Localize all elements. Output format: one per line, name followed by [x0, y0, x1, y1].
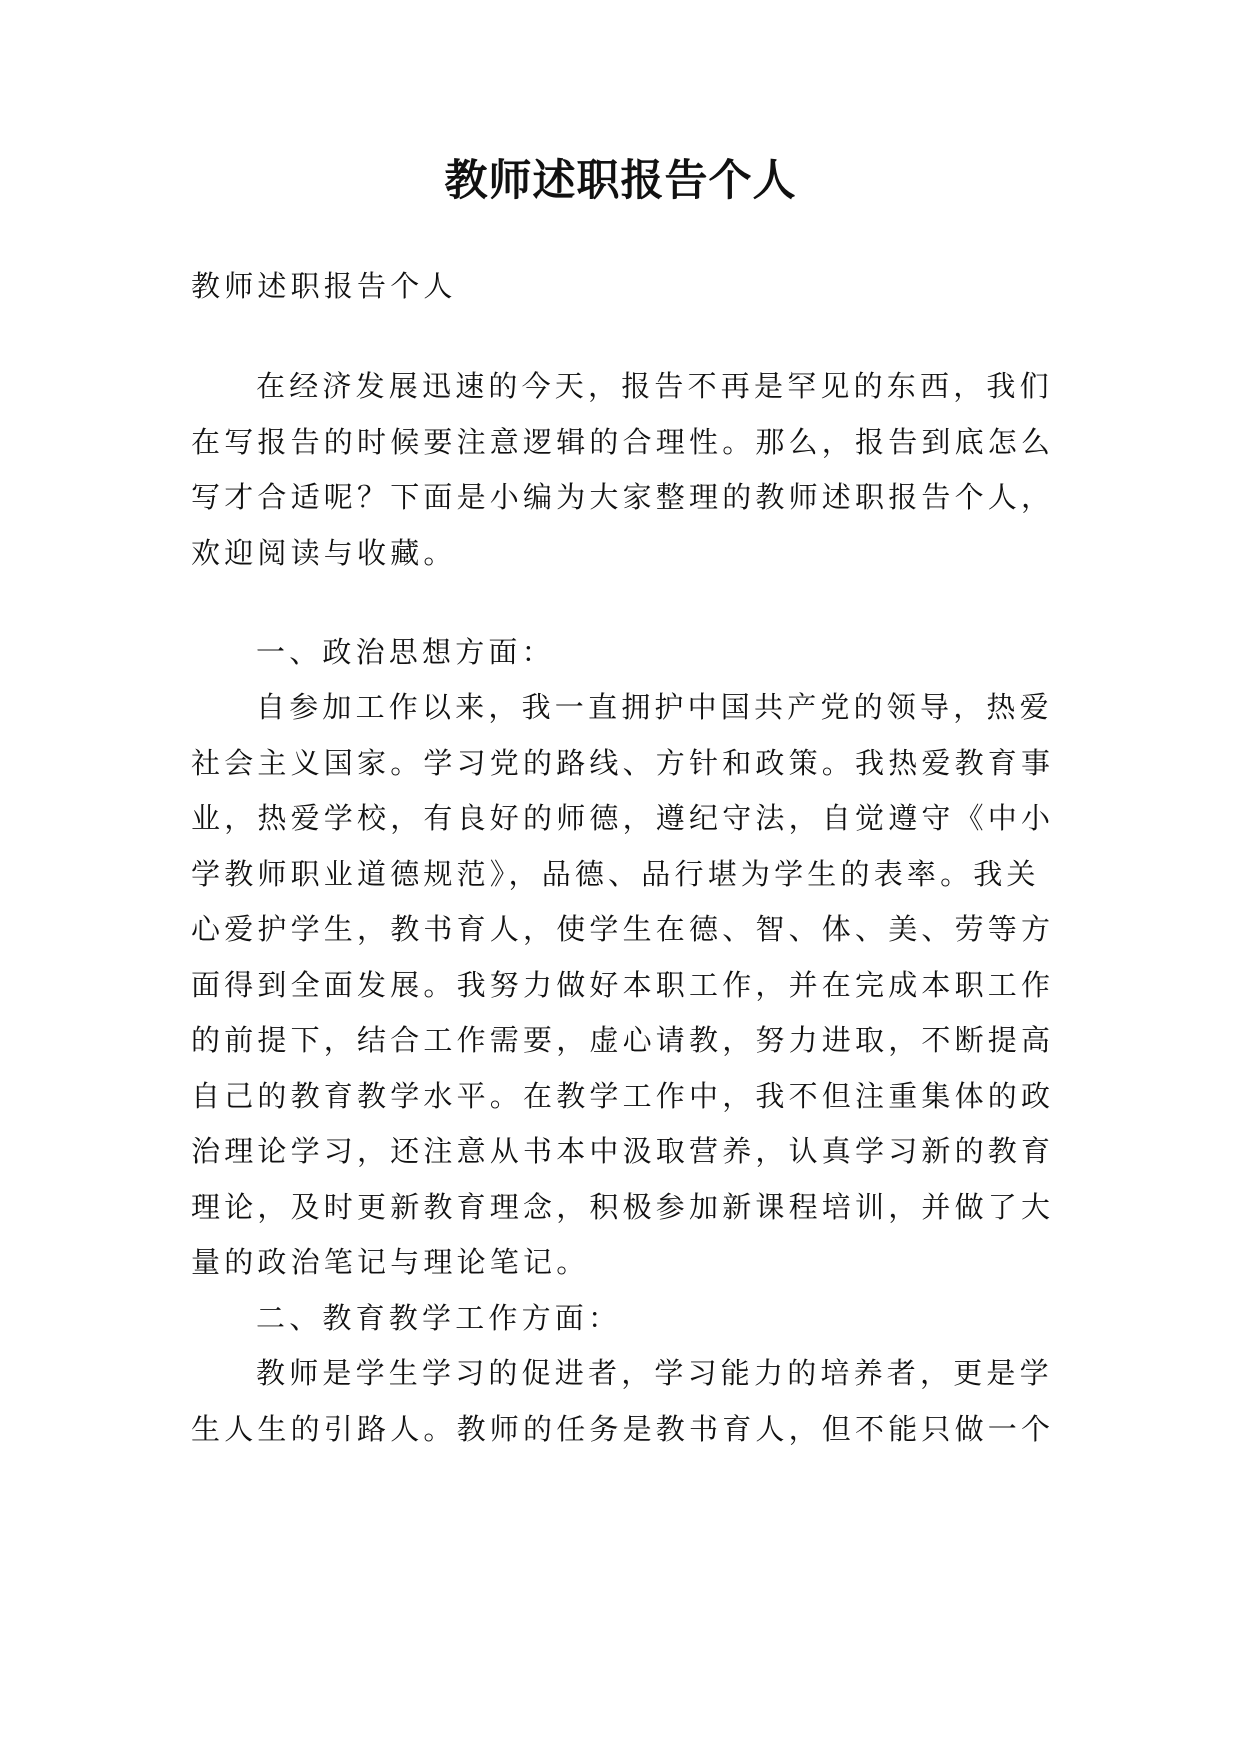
intro-line-4: 欢迎阅读与收藏。 — [191, 536, 457, 570]
body-line: 面得到全面发展。我努力做好本职工作，并在完成本职工作 — [191, 968, 1055, 1002]
body-line: 的前提下，结合工作需要，虚心请教，努力进取，不断提高 — [191, 1023, 1055, 1057]
section-heading-2: 二、教育教学工作方面： — [256, 1301, 622, 1335]
body-line: 量的政治笔记与理论笔记。 — [191, 1245, 590, 1279]
section-heading-1: 一、政治思想方面： — [256, 635, 555, 669]
body-line: 自参加工作以来，我一直拥护中国共产党的领导，热爱 — [256, 690, 1053, 724]
body-line: 自己的教育教学水平。在教学工作中，我不但注重集体的政 — [191, 1079, 1055, 1113]
body-line: 心爱护学生，教书育人，使学生在德、智、体、美、劳等方 — [191, 912, 1055, 946]
body-line: 治理论学习，还注意从书本中汲取营养，认真学习新的教育 — [191, 1134, 1055, 1168]
body-line: 业，热爱学校，有良好的师德，遵纪守法，自觉遵守《中小 — [191, 801, 1055, 835]
intro-line-1: 在经济发展迅速的今天，报告不再是罕见的东西，我们 — [256, 369, 1053, 403]
document-title: 教师述职报告个人 — [444, 156, 797, 206]
body-line: 生人生的引路人。教师的任务是教书育人，但不能只做一个 — [191, 1412, 1055, 1446]
document-subtitle: 教师述职报告个人 — [191, 269, 457, 303]
body-line: 理论，及时更新教育理念，积极参加新课程培训，并做了大 — [191, 1190, 1055, 1224]
intro-line-3: 写才合适呢？下面是小编为大家整理的教师述职报告个人， — [191, 480, 1055, 514]
body-line: 教师是学生学习的促进者，学习能力的培养者，更是学 — [256, 1356, 1053, 1390]
intro-line-2: 在写报告的时候要注意逻辑的合理性。那么，报告到底怎么 — [191, 425, 1055, 459]
body-line: 学教师职业道德规范》，品德、品行堪为学生的表率。我关 — [191, 857, 1040, 891]
body-line: 社会主义国家。学习党的路线、方针和政策。我热爱教育事 — [191, 746, 1055, 780]
